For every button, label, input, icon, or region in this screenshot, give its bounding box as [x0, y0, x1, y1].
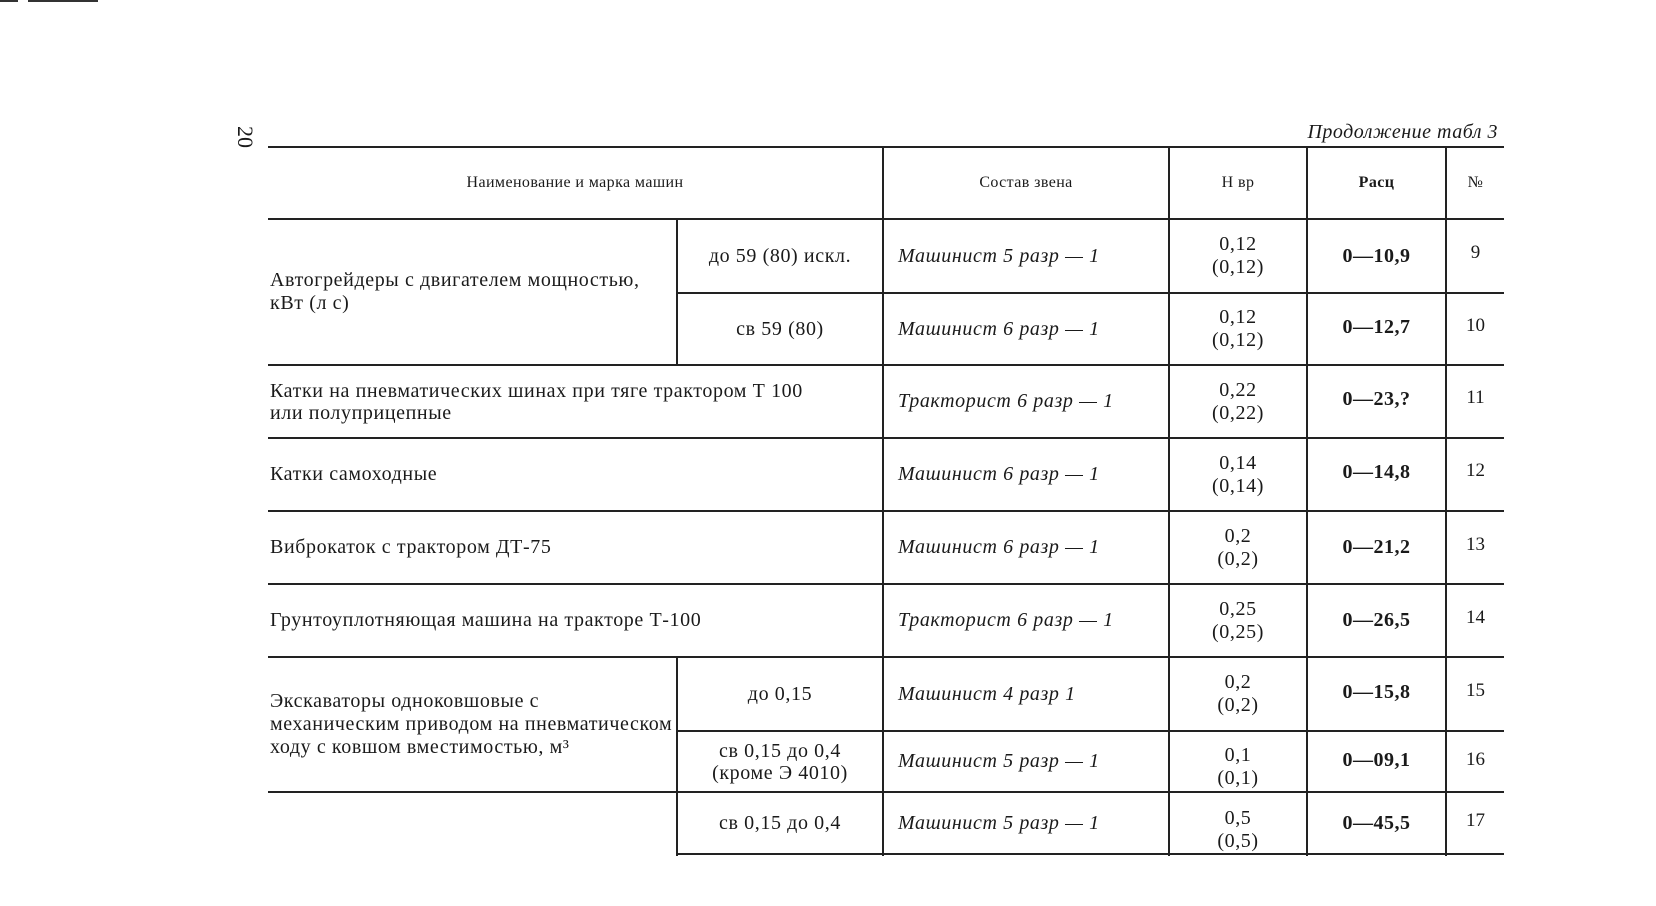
row-name: Автогрейдеры с двигателем мощностью, кВт (л с): [270, 269, 640, 314]
norm-value-paren: (0,12): [1212, 256, 1264, 278]
norm-value: 0,1: [1224, 743, 1252, 766]
norm-value: 0,14: [1219, 451, 1257, 474]
row-number: 14: [1466, 607, 1485, 628]
norm-value: 0,2: [1224, 524, 1252, 547]
row-subtype: до 59 (80) искл.: [708, 245, 852, 267]
header-num: №: [1467, 174, 1484, 191]
header-name: Наименование и марка машин: [466, 174, 684, 191]
row-rate: 0—12,7: [1342, 315, 1411, 338]
norm-value: 0,2: [1224, 671, 1252, 693]
row-subtype: св 59 (80): [736, 318, 824, 340]
row-subtype: св 0,15 до 0,4: [719, 812, 841, 834]
row-crew: Машинист 6 разр — 1: [898, 317, 1100, 340]
row-rate: 0—09,1: [1342, 749, 1411, 771]
row-crew: Тракторист 6 разр — 1: [898, 609, 1114, 631]
row-number: 11: [1466, 387, 1485, 408]
row-crew: Машинист 5 разр — 1: [898, 244, 1100, 267]
row-crew: Машинист 4 разр 1: [898, 682, 1076, 705]
scan-mark: [28, 0, 98, 2]
row-number: 13: [1466, 534, 1485, 555]
row-norm: [1170, 793, 1306, 867]
norm-value: 0,5: [1224, 807, 1252, 829]
row-rate: 0—26,5: [1342, 609, 1411, 631]
row-number: 17: [1466, 810, 1485, 831]
row-norm: [1170, 732, 1306, 801]
row-norm: [1170, 366, 1306, 437]
row-name: Экскаваторы одноковшовые с механическим приводом на пневматическом ходу с ковшом вместимостью, м³: [270, 690, 673, 758]
row-name: Катки самоходные: [270, 463, 438, 485]
row-number: 16: [1466, 748, 1485, 770]
header-crew: Состав звена: [979, 174, 1073, 191]
norm-value-paren: (0,25): [1212, 620, 1264, 643]
row-norm: [1170, 658, 1306, 730]
header-norm: Н вр: [1221, 174, 1255, 191]
row-rule: [678, 853, 1504, 855]
header-rate: Расц: [1358, 174, 1395, 191]
row-rate: 0—15,8: [1342, 680, 1411, 703]
row-subtype: [678, 732, 882, 791]
row-number: 10: [1466, 315, 1485, 336]
row-rate: 0—21,2: [1342, 536, 1411, 558]
row-norm: [1170, 294, 1306, 364]
norm-value: 0,12: [1219, 233, 1257, 255]
norm-value-paren: (0,2): [1217, 694, 1259, 716]
row-number: 9: [1470, 242, 1481, 263]
row-rate: 0—10,9: [1342, 244, 1411, 267]
row-norm: [1170, 512, 1306, 583]
subtype-range: св 0,15 до 0,4: [719, 739, 841, 762]
row-crew: Машинист 5 разр — 1: [898, 750, 1100, 772]
subtype-exception: (кроме Э 4010): [712, 761, 848, 784]
norm-value-paren: (0,14): [1212, 474, 1264, 497]
table-continuation-caption: Продолжение табл 3: [1307, 121, 1498, 143]
norm-value-paren: (0,12): [1212, 329, 1264, 351]
norm-value: 0,25: [1219, 597, 1257, 620]
norm-value-paren: (0,5): [1217, 830, 1259, 852]
norm-value-paren: (0,22): [1212, 401, 1264, 424]
row-name: Грунтоуплотняющая машина на тракторе Т-100: [270, 609, 702, 631]
row-norm: [1170, 220, 1306, 292]
norm-value-paren: (0,1): [1217, 766, 1259, 789]
row-crew: Тракторист 6 разр — 1: [898, 390, 1114, 412]
row-number: 12: [1466, 460, 1485, 481]
row-rate: 0—23,?: [1342, 388, 1411, 410]
row-crew: Машинист 5 разр — 1: [898, 811, 1100, 834]
row-norm: [1170, 439, 1306, 510]
row-crew: Машинист 6 разр — 1: [898, 463, 1100, 485]
row-name: Катки на пневматических шинах при тяге трактором Т 100 или полуприцепные: [270, 379, 803, 424]
norm-value: 0,12: [1219, 306, 1257, 328]
row-name: Виброкаток с трактором ДТ-75: [270, 536, 552, 558]
row-subtype: до 0,15: [747, 683, 813, 705]
norm-value: 0,22: [1219, 378, 1257, 401]
row-rate: 0—45,5: [1342, 811, 1411, 834]
row-norm: [1170, 585, 1306, 656]
row-crew: Машинист 6 разр — 1: [898, 536, 1100, 558]
row-rate: 0—14,8: [1342, 461, 1411, 483]
page-number: 20: [233, 126, 258, 148]
row-number: 15: [1466, 680, 1485, 701]
norm-value-paren: (0,2): [1217, 547, 1259, 570]
scan-mark: [0, 0, 18, 2]
